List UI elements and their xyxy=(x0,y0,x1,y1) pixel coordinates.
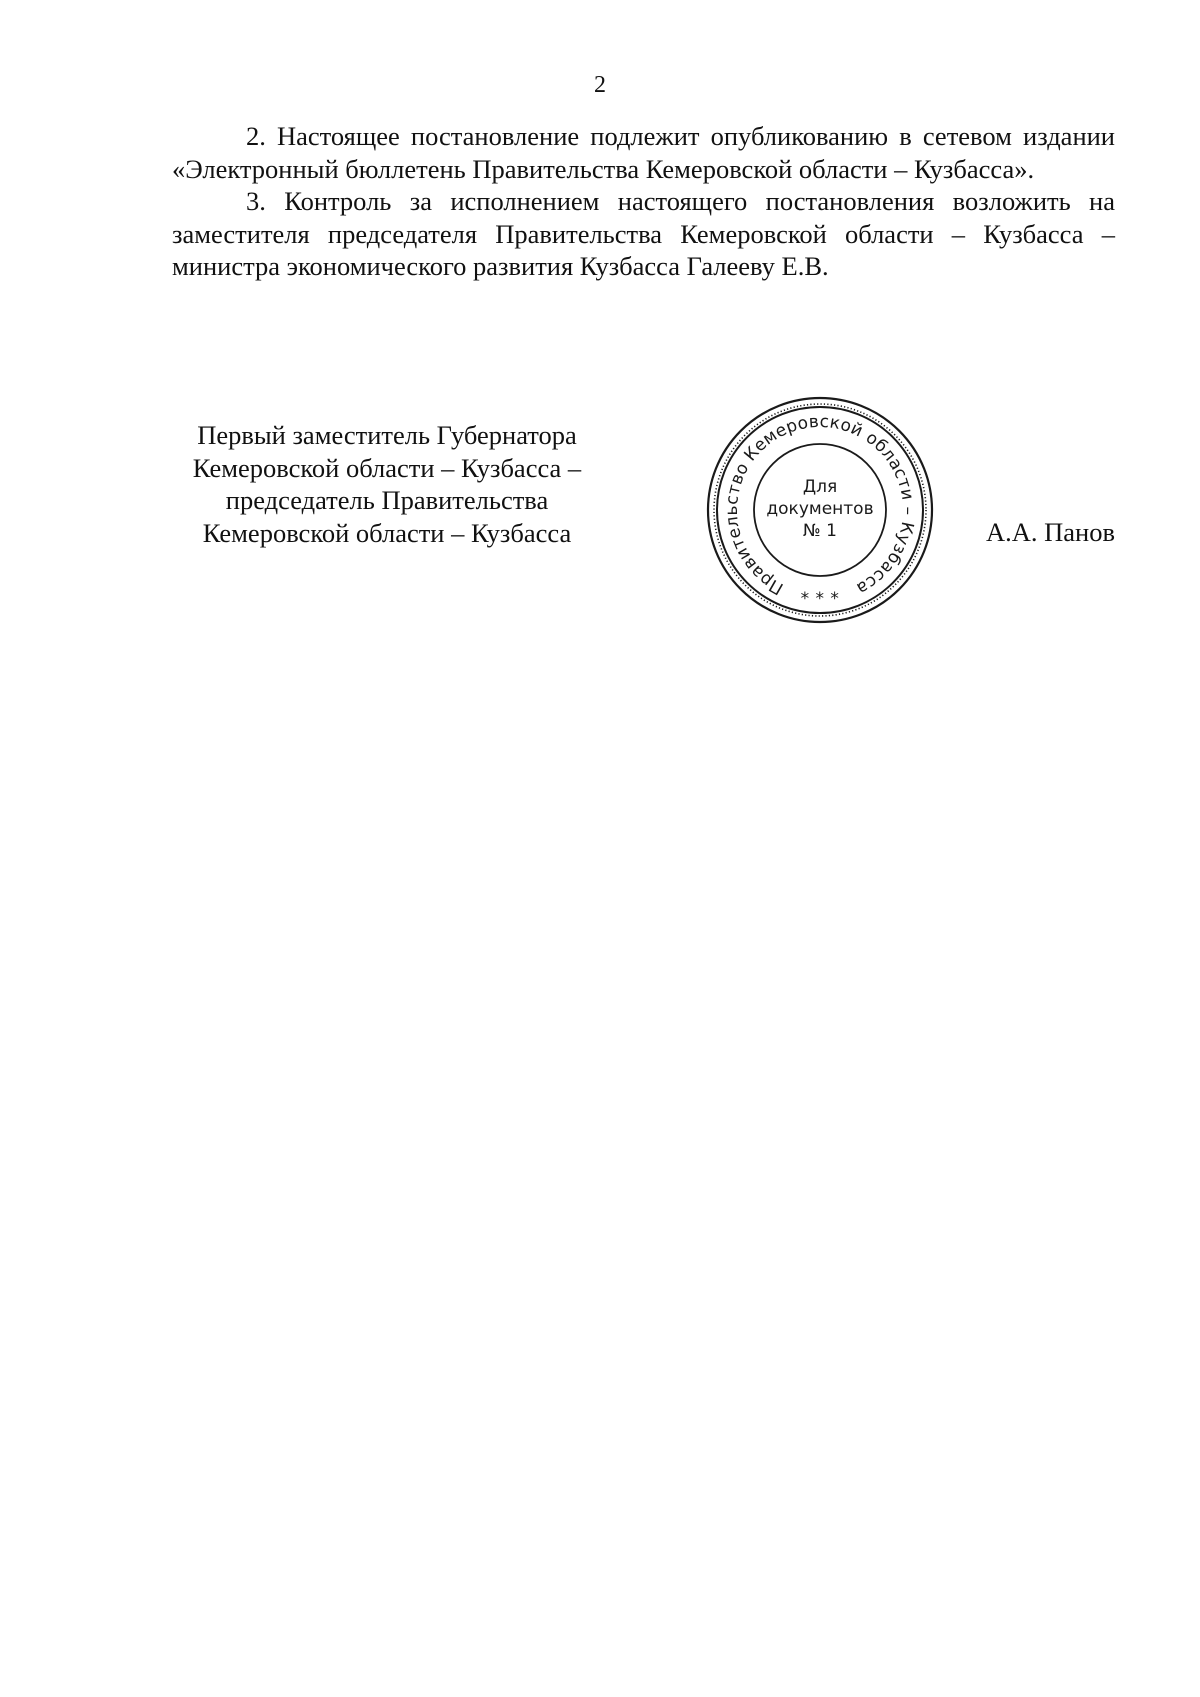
seal-center-line: № 1 xyxy=(803,521,837,541)
signatory-title-line: Кемеровской области – Кузбасса xyxy=(202,517,572,548)
page-number: 2 xyxy=(594,72,606,98)
seal-ring-text: Правительство Кемеровской области – Кузбасса xyxy=(721,411,919,599)
signatory-title-line: Первый заместитель Губернатора xyxy=(197,420,577,450)
seal-center-line: Для xyxy=(802,477,838,497)
paragraph-publication: 2. Настоящее постановление подлежит опубликованию в сетевом издании «Электронный бюллетень Правительства Кемеровской области – Кузбасса». xyxy=(172,121,1115,184)
seal-graphic xyxy=(702,392,938,628)
official-seal xyxy=(702,392,938,628)
signatory-title-line: председатель Правительства xyxy=(225,485,549,515)
signatory-name: А.А. Панов xyxy=(986,517,1115,547)
signatory-title-line: Кемеровской области – Кузбасса – xyxy=(192,452,582,483)
document-body xyxy=(172,120,1115,283)
seal-stars: * * * xyxy=(800,589,840,609)
seal-center-line: документов xyxy=(766,499,874,519)
signatory-title xyxy=(150,419,624,549)
paragraph-control: 3. Контроль за исполнением настоящего постановления возложить на заместителя председателя Правительства Кемеровской области – Кузбасса – министра экономического развития Кузбасса Галееву Е.В. xyxy=(172,186,1115,281)
